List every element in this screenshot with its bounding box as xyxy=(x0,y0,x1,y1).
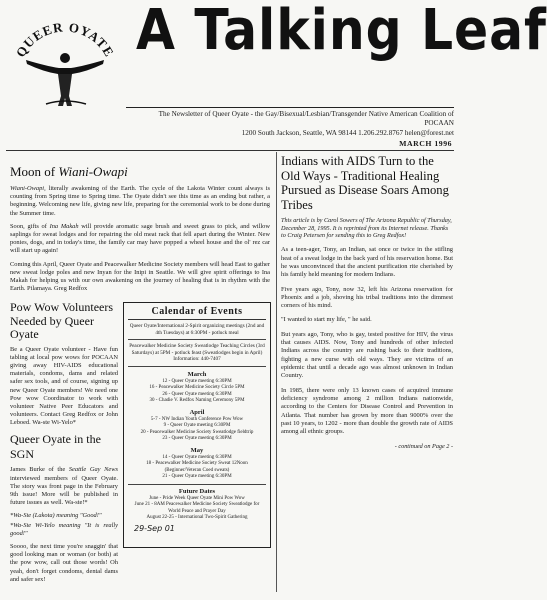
subtitle-line-2: 1200 South Jackson, Seattle, WA 98144 1.206.292.8767 helen@forest.net xyxy=(241,128,454,137)
calendar-event: 21 - Queer Oyate meeting 6:30PM xyxy=(162,474,232,480)
powwow-heading: Pow Wow Volunteers Needed by Queer Oyate xyxy=(10,300,114,342)
right-column xyxy=(281,154,453,450)
logo-text: QUEER OYATE xyxy=(12,19,118,60)
masthead-rule xyxy=(126,107,454,108)
moon-paragraph-3: Coming this April, Queer Oyate and Peacewalker Medicine Society members will head East to gather new sweat lodge poles and new Inyan for the Inipi in Seattle. We will give spirit offerings to Ina Makah for helping us with our own awakening on the journey of healing that is in rhythm with the Earth. Pilamaya. Greg Redfox xyxy=(10,260,270,293)
article-paragraph-1: As a teen-ager, Tony, an Indian, sat once or twice in the stifling heat of a sweat lodge in the back yard of his reservation home. But he was unconvinced that the ancient purification rite cherished by his family held meaning for modern Indians. xyxy=(281,246,453,279)
moon-heading-prefix: Moon of xyxy=(10,164,59,179)
article-paragraph-2: Five years ago, Tony, now 32, left his Arizona reservation for Phoenix and a job, shoving his tribal traditions into the dimmest corners of his mind. xyxy=(281,285,453,310)
moon-p2-text-b: will provide aromatic sage brush and sweet grass to pick, and willow saplings for sweat lodges and for repairing the old meat rack that fell apart during the Winter. New ponies, dogs, and in today's time, the family car may have popped a wheel house and the ol' rez car will start up again! xyxy=(10,222,270,255)
calendar-event: 26 - Queer Oyate meeting 6:30PM xyxy=(162,391,232,397)
sgn-paragraph-2: Soooo, the next time you're snaggin' that good looking man or woman (or both) at the pow wow, call out those words! Oh yeah, don't forget condoms, dental dams and safer sex! xyxy=(10,542,118,583)
handwritten-note: 29-Sep 01 xyxy=(134,523,175,533)
continued-note: - continued on Page 2 - xyxy=(394,442,453,450)
calendar-event: 12 - Queer Oyate meeting 6:30PM xyxy=(162,378,232,384)
moon-p2-text-a: Soon, gifts of xyxy=(10,222,50,230)
calendar-month-may: May xyxy=(190,446,204,454)
moon-heading xyxy=(10,164,270,180)
column-divider xyxy=(276,152,277,592)
calendar-event: 20 - Peacewalker Medicine Society Sweatlodge fieldtrip xyxy=(140,429,254,435)
article-paragraph-3: "I wanted to start my life, " he said. xyxy=(281,316,372,324)
sgn-note-2: *Wa-Ste Wi-Yelo meaning "It is really good!" xyxy=(10,521,118,537)
calendar-future-heading: Future Dates xyxy=(178,487,216,495)
moon-p1-italic: Wiani-Owapi, xyxy=(10,185,46,192)
calendar-note-2: Peacewalker Medicine Society Sweatlodge Teaching Circles (3rd Saturdays) at 5PM - potluck feast (Sweatlodges begin in April) Information: 440-7407 xyxy=(129,343,265,363)
article-paragraph-5: In 1985, there were only 13 known cases of acquired immune deficiency syndrome among 2 million Indians nationwide, according to the Centers for Disease Control and Prevention in Atlanta. That number has grown by more than 9000% over the past 10 years, to 1202 - more than double the growth rate of AIDS among all ethnic groups. xyxy=(281,386,453,436)
calendar-month-april: April xyxy=(189,408,205,416)
newsletter-subtitle xyxy=(128,110,454,138)
subtitle-line-1: The Newsletter of Queer Oyate - the Gay/Bisexual/Lesbian/Transgender Native American Coalition of POCAAN xyxy=(158,110,454,128)
sgn-p1-text-b: interviewed members of Queer Oyate. The story was front page in the February 9th issue! More will be published in future issues as well. Wa-ste!* xyxy=(10,474,118,507)
calendar-event: 16 - Peacewalker Medicine Society Circle 5PM xyxy=(149,385,245,391)
sgn-heading: Queer Oyate in the SGN xyxy=(10,432,101,462)
moon-paragraph-1 xyxy=(10,185,270,218)
calendar-divider xyxy=(128,339,266,340)
moon-paragraph-2 xyxy=(10,223,270,256)
calendar-event: August 22-25 - International Two-Spirit Gathering xyxy=(146,515,248,521)
calendar-event: 23 - Queer Oyate meeting 6:30PM xyxy=(162,436,232,442)
calendar-event: 5-7 - NW Indian Youth Conference Pow Wow xyxy=(150,416,244,422)
calendar-event: June 21 - 8AM Peacewalker Medicine Society Sweatlodge for World Peace and Prayer Day xyxy=(134,502,260,514)
moon-p1-text: literally awakening of the Earth. The cycle of the Lakota Winter count always is counting from Spring time to Spring time. The Oyate didn't see this time as an ending but rather, a beginning. Welcoming new life, giving new life, preparing for the ceremonial work to be done during the Summer time. xyxy=(10,185,270,217)
sgn-p1-text-a: James Burke of the xyxy=(10,466,69,474)
calendar-event: 9 - Queer Oyate meeting 6:30PM xyxy=(163,423,231,429)
calendar-month-march: March xyxy=(187,370,207,378)
newsletter-title: A Talking Leaf xyxy=(136,0,547,63)
calendar-event: 18 - Peacewalker Medicine Society Sweat 12Noon (Beginner/Veteran Coed sweats) xyxy=(146,461,248,473)
calendar-event: June - Pride Week Queer Oyate Mini Pow Wow xyxy=(149,495,245,501)
issue-date: MARCH 1996 xyxy=(399,139,452,148)
powwow-body: Be a Queer Oyate volunteer - Have fun tabling at local pow wows for POCAAN giving away HIV-AIDS educational materials, condoms, dams and related safer sex tools, and of course, signing up new Queer Oyate members! We need one Pow wow Coordinator to work with volunteer Native Peer Educators and volunteers. Contact Greg Redfox or John Leboed. Wa-ste Wi-Yelo* xyxy=(10,345,118,427)
header-divider xyxy=(6,150,454,151)
left-column xyxy=(10,158,270,583)
calendar-divider xyxy=(128,484,266,485)
indians-heading: Indians with AIDS Turn to the Old Ways - Traditional Healing Pursued as Disease Soars Among Tribes xyxy=(281,154,449,213)
sgn-paragraph-1 xyxy=(10,466,118,507)
article-intro: This article is by Carol Sowers of The Arizona Republic of Thursday, December 28, 1995. It is reprinted from its Internet release. Thanks to Craig Petersen for sending this to Greg Redfox! xyxy=(281,216,452,240)
sgn-p1-italic: Seattle Gay News xyxy=(68,466,118,474)
article-paragraph-4: But years ago, Tony, who is gay, tested positive for HIV, the virus that causes AIDS. Now, Tony and hundreds of other infected Indians across the country are rushing back to their traditions, fighting a new curse with old ways. They are victims of an epidemic that until a decade ago was almost unknown in Indian Country. xyxy=(281,330,453,380)
moon-p2-italic: Ina Makah xyxy=(49,222,79,230)
calendar-note-1: Queer Oyate/International 2-Spirit organizing meetings (2nd and 4th Tuesdays) at 6:30PM - potluck meal xyxy=(129,323,265,336)
calendar-divider xyxy=(128,366,266,367)
left-narrow-column xyxy=(10,298,118,589)
calendar-event: 30 - Chadie V. Redfox Naming Ceremony 5PM xyxy=(149,398,245,404)
calendar-of-events xyxy=(123,302,271,548)
queer-oyate-logo xyxy=(6,6,124,111)
left-lower-section xyxy=(10,298,270,583)
calendar-event: 14 - Queer Oyate meeting 6:30PM xyxy=(162,454,232,460)
sgn-note-1: *Wa-Ste (Lakota) meaning "Good!" xyxy=(10,512,102,520)
moon-heading-name: Wiani-Owapi xyxy=(58,164,128,179)
calendar-title: Calendar of Events xyxy=(128,306,266,320)
